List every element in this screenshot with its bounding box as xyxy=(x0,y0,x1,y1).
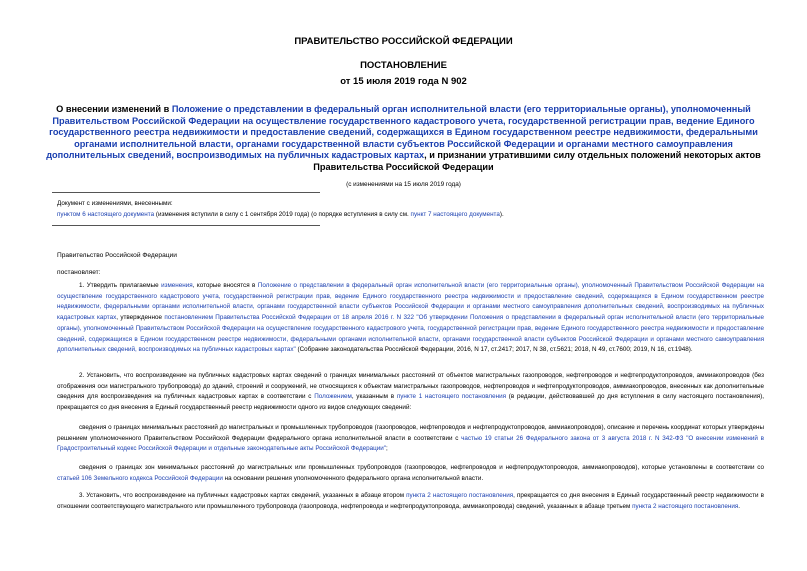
paragraph-2-sub-2 xyxy=(57,463,764,484)
divider-top xyxy=(52,192,320,193)
p1-text-d: (Собрание законодательства Российской Федерации, 2016, N 17, ст.2417; 2017, N 38, ст.5621; 2018, N 49, ст.7600; 2019, N 16, ст.1948). xyxy=(295,346,693,354)
paragraph-2-sub-1 xyxy=(57,423,764,455)
divider-bottom xyxy=(52,225,320,226)
p2-regulation-link[interactable]: Положением xyxy=(314,393,352,401)
p3-federal-law-link[interactable]: частью 19 статьи 26 Федерального закона от 3 августа 2018 г. N 342-ФЗ "О внесении изменений в Градостроительный кодекс Российской Федерации и отдельные законодательные акты Российской Федерации" xyxy=(57,434,764,453)
p1-regulation-link[interactable]: Положение о представлении в федеральный орган исполнительной власти (его территориальные органы), уполномоченный Правительством Российской Федерации на осуществление государственного кадастрового учета, государственной регистрации прав, ведение Единого государственного реестра недвижимости и предоставление сведений, содержащихся в Едином государственном реестре недвижимости, федеральными органами исполнительной власти, органами государственной власти субъектов Российской Федерации и органами местного самоуправления дополнительных сведений, воспроизводимых на публичных кадастровых картах xyxy=(57,282,764,322)
paragraph-3 xyxy=(57,491,764,512)
change-info-text: (изменения вступили в силу с 1 сентября 2019 года) (о порядке вступления в силу см. xyxy=(154,211,411,218)
heading-regulation-link[interactable]: Положение о представлении в федеральный орган исполнительной власти (его территориальные органы), уполномоченный Правительством Российской Федерации на осуществление государственного кадастрового учета, государственной регистрации прав, ведение Единого государственного реестра недвижимости и предоставление сведений, содержащихся в Едином государственном реестре недвижимости, федеральными органами исполнительной власти, органами государственной власти субъектов Российской Федерации и органами местного самоуправления дополнительных сведений, воспроизводимых на публичных кадастровых картах xyxy=(46,104,758,161)
change-info-details xyxy=(57,209,757,220)
p1-changes-link[interactable]: изменения xyxy=(161,282,193,289)
p5-text-end: . xyxy=(738,502,741,510)
resolves-line: постановляет: xyxy=(57,269,101,276)
point-7-link[interactable]: пункт 7 настоящего документа xyxy=(410,211,500,218)
issuer-line: Правительство Российской Федерации xyxy=(57,252,177,259)
paragraph-2 xyxy=(57,371,764,414)
p5-point-2-link[interactable]: пункта 2 настоящего постановления xyxy=(406,492,514,499)
heading-prefix: О внесении изменений в xyxy=(56,104,172,114)
change-info-title: Документ с изменениями, внесенными: xyxy=(57,200,173,207)
p3-text-b: ; xyxy=(386,445,388,453)
p3-text-a: сведения о границах минимальных расстояний до магистральных и промышленных трубопроводов (газопроводов, нефтепроводов и нефтепродуктопроводов, аммиакопроводов), описание и перечень координат которых утверждены решением уполномоченного Правительством Российской Федерации федерального органа исполнительной власти в соответствии с xyxy=(57,424,764,442)
p5-text-a: 3. Установить, что воспроизведение на публичных кадастровых картах сведений, указанных в абзаце втором xyxy=(79,492,407,499)
p2-text-b: , указанным в xyxy=(351,393,397,401)
paragraph-1 xyxy=(57,281,764,356)
heading-suffix: , и признании утратившими силу отдельных положений некоторых актов Правительства Российской Федерации xyxy=(313,150,761,172)
p1-text-b: , которые вносятся в xyxy=(192,282,258,289)
p1-resolution-322-link[interactable]: постановлением Правительства Российской Федерации от 18 апреля 2016 г. N 322 "Об утверждении Положения о представлении в федеральный орган исполнительной власти (его территориальные органы), уполномоченный Правительством Российской Федерации на осуществление государственного кадастрового учета, государственной регистрации прав, ведение Единого государственного реестра недвижимости и предоставление сведений, содержащихся в Едином государственном реестре недвижимости, федеральными органами исполнительной власти, органами государственной власти субъектов Российской Федерации и органами местного самоуправления дополнительных сведений, воспроизводимых на публичных кадастровых картах" xyxy=(57,314,764,354)
p4-text-a: сведения о границах зон минимальных расстояний до магистральных или промышленных трубопроводов (газопроводов, нефтепроводов и нефтепродуктопроводов, аммиакопроводов), которые установлены в соответствии со xyxy=(79,464,764,471)
p5-point-2-link-second[interactable]: пункта 2 настоящего постановления xyxy=(632,502,739,510)
government-title: ПРАВИТЕЛЬСТВО РОССИЙСКОЙ ФЕДЕРАЦИИ xyxy=(294,36,513,47)
document-type: ПОСТАНОВЛЕНИЕ xyxy=(360,60,447,71)
p2-text-a: 2. Установить, что воспроизведение на публичных кадастровых картах сведений о границах минимальных расстояний от объектов магистральных газопроводов, нефтепроводов и нефтепродуктопроводов, аммиакопроводов (без отображения оси магистрального трубопровода) до зданий, строений и сооружений, не относящихся к объектам магистральных газопроводов, нефтепроводов и нефтепродуктопроводов, аммиакопроводов, внесенных как дополнительные сведения для воспроизведения на публичных кадастровых картах в соответствии с xyxy=(57,372,764,401)
p1-text-a: 1. Утвердить прилагаемые xyxy=(79,282,162,289)
p2-text-c: (в редакции, действовавшей до дня вступления в силу настоящего постановления), прекращается со дня внесения в Единый государственный реестр недвижимости одного из видов следующих сведений: xyxy=(57,393,764,412)
p4-land-code-link[interactable]: статьей 106 Земельного кодекса Российской Федерации xyxy=(57,474,223,482)
document-change-info xyxy=(57,198,757,220)
p5-text-b: , прекращается со дня внесения в Единый государственный реестр недвижимости в отношении соответствующего магистрального или промышленного трубопровода (газопровода, нефтепровода и нефтепродуктопровода, аммиакопровода) сведений, указанных в абзаце третьем xyxy=(57,492,764,510)
point-6-link[interactable]: пунктом 6 настоящего документа xyxy=(57,211,155,218)
document-date-number: от 15 июля 2019 года N 902 xyxy=(340,76,467,87)
p2-point-1-link[interactable]: пункте 1 настоящего постановления xyxy=(396,393,507,401)
document-heading xyxy=(46,104,761,174)
change-info-end: ). xyxy=(499,211,504,218)
p4-text-b: на основании решения уполномоченного федерального органа исполнительной власти. xyxy=(222,474,484,482)
amendments-note: (с изменениями на 15 июля 2019 года) xyxy=(346,181,461,188)
p1-text-c: , утвержденное xyxy=(116,314,165,322)
